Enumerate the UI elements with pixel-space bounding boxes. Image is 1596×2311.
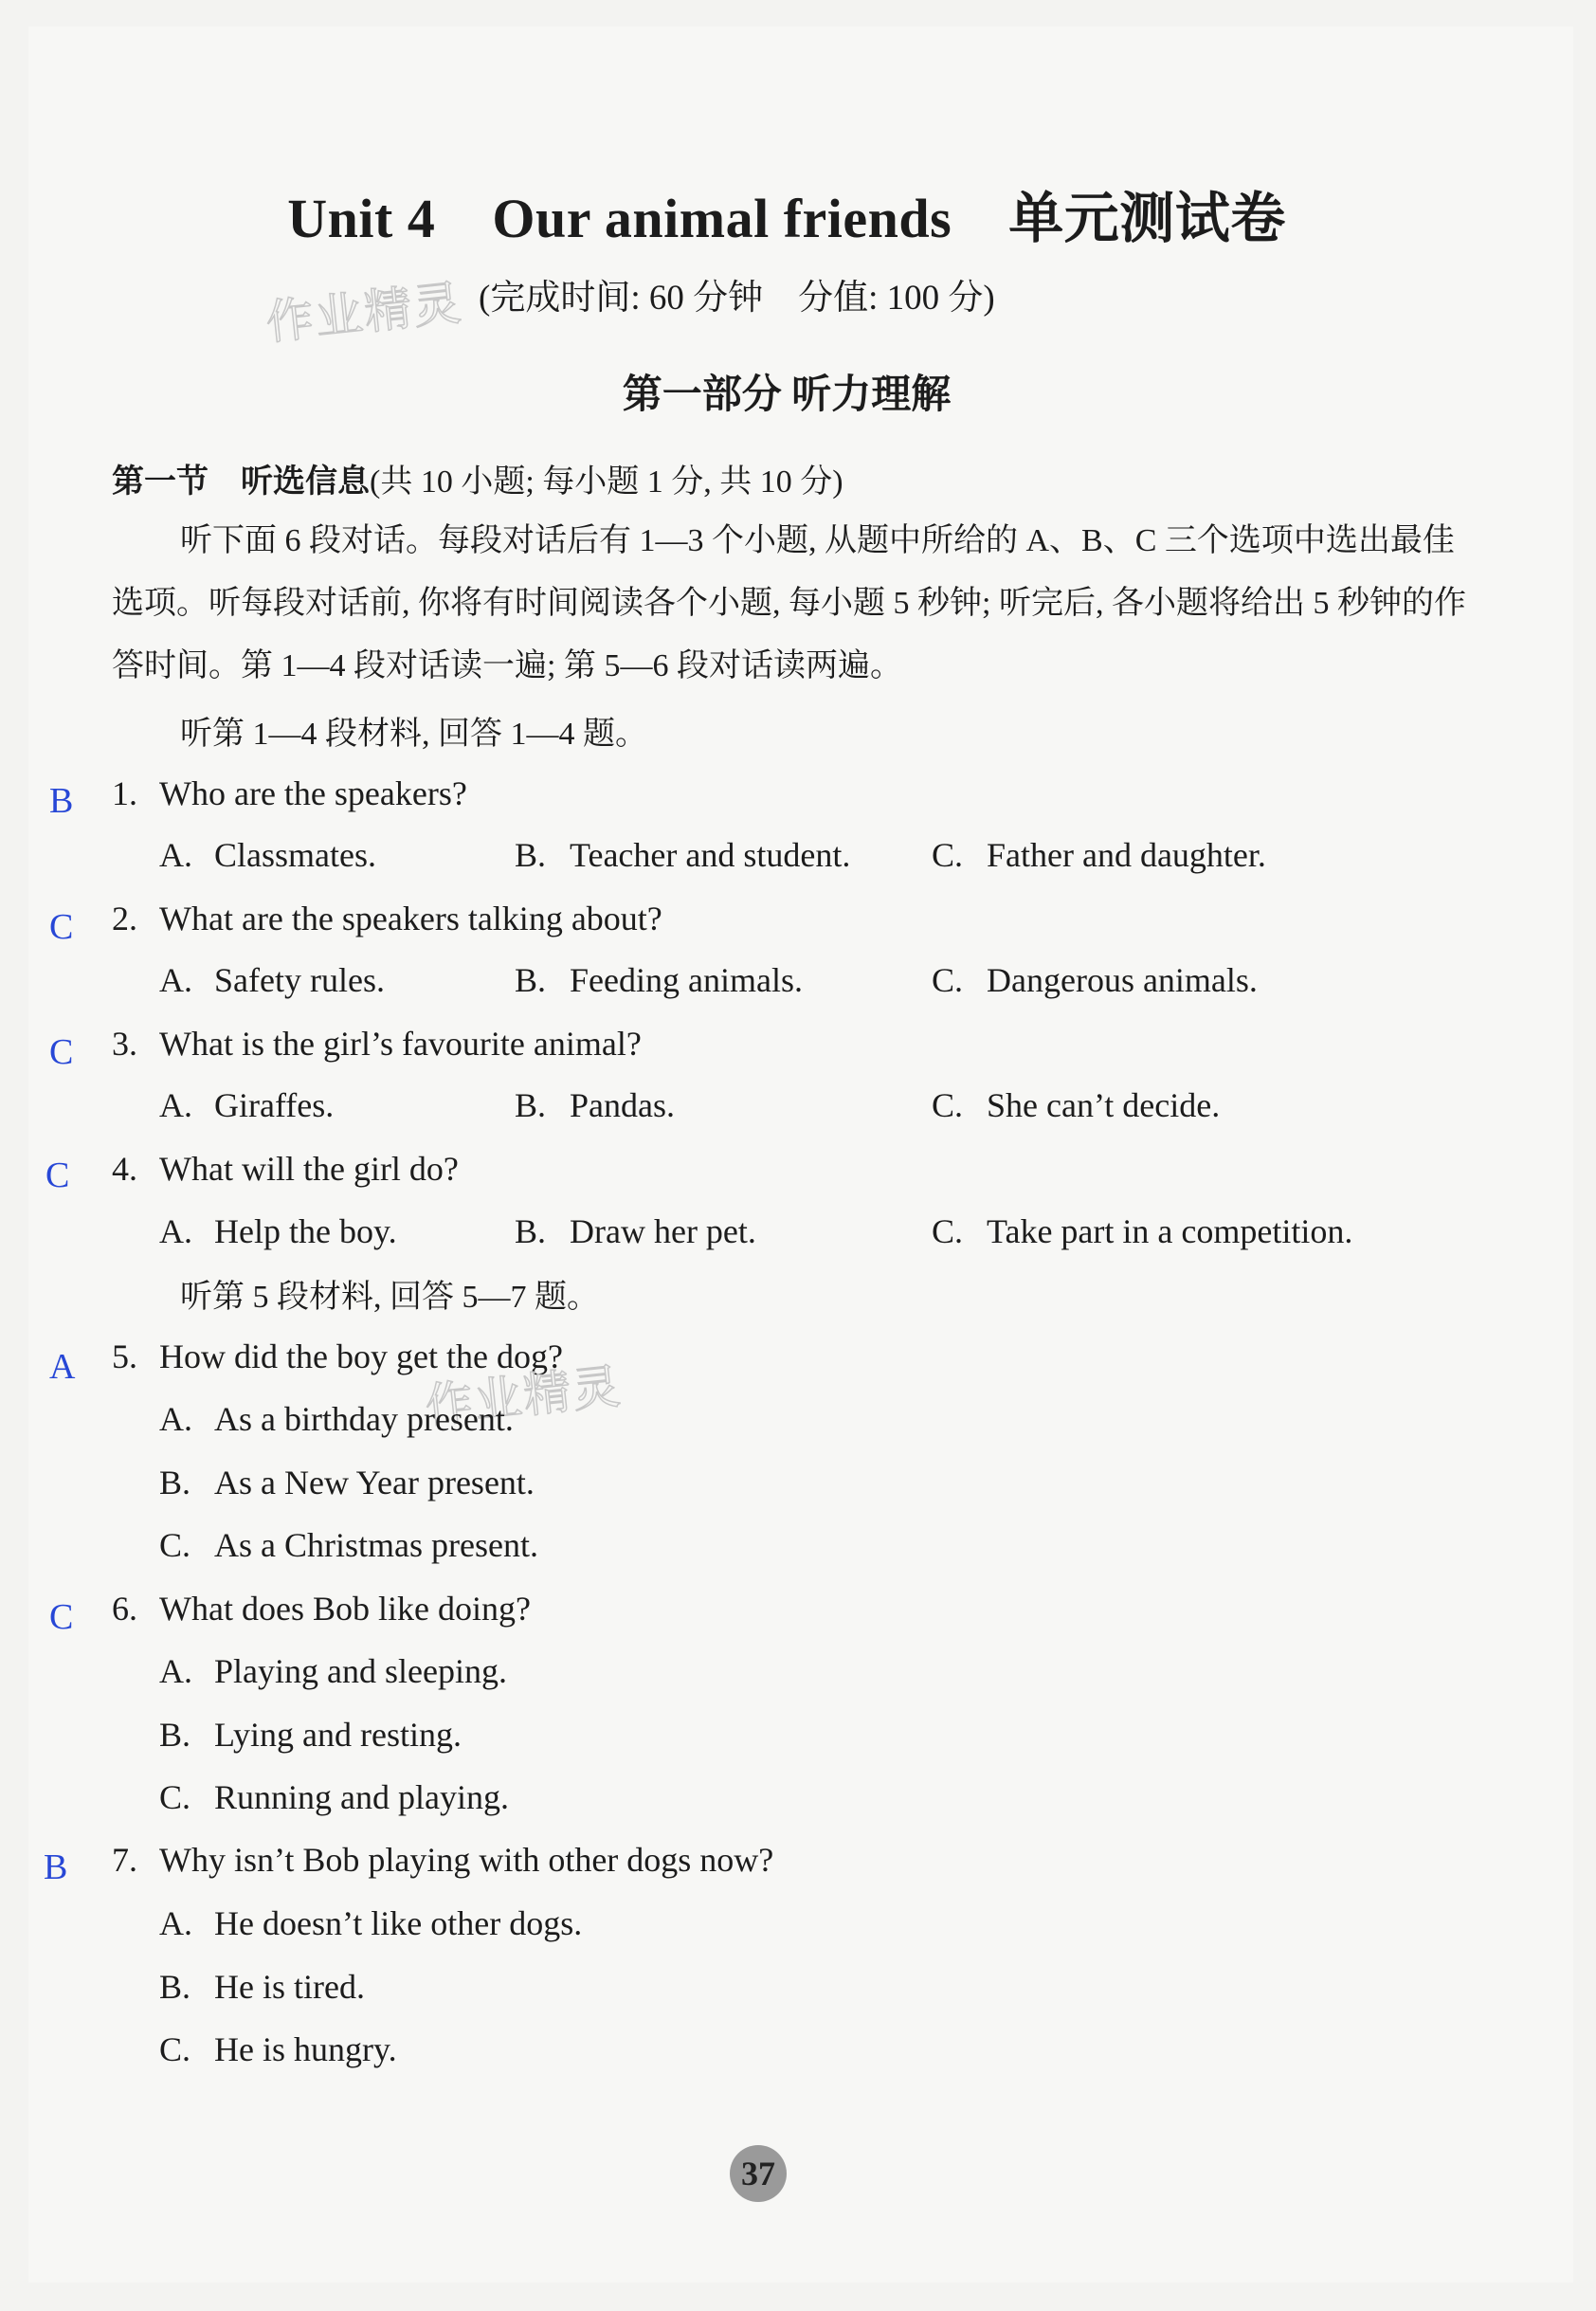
unit-title: Our animal friends (492, 188, 952, 249)
group-prompt-1: 听第 1—4 段材料, 回答 1—4 题。 (180, 717, 647, 752)
option-letter: C. (932, 1212, 964, 1250)
option-b (159, 1715, 462, 1755)
option-letter: A. (159, 1086, 192, 1124)
answer-mark: C (49, 1032, 74, 1072)
option-a (159, 1085, 334, 1125)
option-c (932, 1211, 1352, 1251)
question-text: How did the boy get the dog? (159, 1337, 563, 1375)
option-b (515, 1085, 675, 1125)
answer-mark: A (49, 1347, 76, 1387)
option-text: Pandas. (570, 1086, 675, 1124)
option-a (159, 1399, 514, 1439)
question-number: 1. (112, 774, 137, 812)
option-a (159, 1651, 507, 1691)
option-letter: C. (159, 2030, 191, 2068)
option-text: Lying and resting. (214, 1716, 462, 1754)
option-text: Dangerous animals. (987, 961, 1258, 999)
page-title (28, 173, 1545, 253)
answer-mark: B (44, 1847, 68, 1887)
option-text: As a Christmas present. (214, 1526, 538, 1564)
option-letter: C. (159, 1526, 191, 1564)
option-a (159, 1211, 397, 1251)
option-letter: B. (515, 1086, 547, 1124)
option-b (515, 960, 803, 1000)
option-letter: B. (159, 1968, 191, 2006)
option-letter: B. (159, 1464, 191, 1501)
option-c (932, 1085, 1220, 1125)
question-number: 3. (112, 1025, 137, 1063)
option-c (159, 1525, 538, 1565)
option-text: Father and daughter. (987, 836, 1266, 874)
time-score-info: (完成时间: 60 分钟 分值: 100 分) (479, 279, 995, 318)
option-letter: A. (159, 1400, 192, 1438)
answer-mark: C (45, 1156, 70, 1195)
option-text: Teacher and student. (570, 836, 851, 874)
question-number: 6. (112, 1590, 137, 1628)
option-letter: A. (159, 836, 192, 874)
answer-mark: C (49, 907, 74, 947)
question-text: What are the speakers talking about? (159, 900, 662, 937)
option-letter: C. (932, 961, 964, 999)
option-text: She can’t decide. (987, 1086, 1221, 1124)
option-b (515, 835, 850, 875)
option-c (932, 960, 1258, 1000)
question-number: 2. (112, 900, 137, 937)
option-c (159, 2029, 397, 2069)
option-text: Take part in a competition. (987, 1212, 1353, 1250)
unit-label: Unit 4 (287, 188, 436, 249)
option-letter: A. (159, 1652, 192, 1690)
option-b (159, 1463, 535, 1502)
option-letter: A. (159, 1212, 192, 1250)
question-text: What does Bob like doing? (159, 1590, 531, 1628)
question-number: 5. (112, 1337, 137, 1375)
option-text: Safety rules. (214, 961, 385, 999)
option-text: He is tired. (214, 1968, 365, 2006)
option-text: Draw her pet. (570, 1212, 756, 1250)
group-prompt-2: 听第 5 段材料, 回答 5—7 题。 (180, 1280, 599, 1315)
section-heading (112, 455, 843, 501)
option-letter: B. (159, 1716, 191, 1754)
instructions-paragraph: 听下面 6 段对话。每段对话后有 1—3 个小题, 从题中所给的 A、B、C 三个选项中选出最佳选项。听每段对话前, 你将有时间阅读各个小题, 每小题 5 秒钟; 听完后, 各小题将给出 5 秒钟的作答时间。第 1—4 段对话读一遍; 第 5—6 段对话读两遍。 (112, 523, 1466, 683)
question-text: What is the girl’s favourite animal? (159, 1025, 642, 1063)
question-number: 7. (112, 1841, 137, 1879)
option-letter: C. (932, 836, 964, 874)
watermark-logo: 作业精灵 (422, 1358, 625, 1434)
option-text: Playing and sleeping. (214, 1652, 507, 1690)
section-label: 第一节 听选信息 (112, 464, 370, 500)
option-text: Giraffes. (214, 1086, 335, 1124)
answer-mark: C (49, 1597, 74, 1637)
section-info: (共 10 小题; 每小题 1 分, 共 10 分) (370, 464, 843, 500)
watermark-logo: 作业精灵 (263, 275, 465, 351)
option-c (159, 1777, 509, 1817)
option-letter: A. (159, 961, 192, 999)
page-number: 37 (730, 2145, 787, 2202)
option-c (932, 835, 1266, 875)
option-a (159, 960, 385, 1000)
document-page (28, 27, 1573, 2283)
option-letter: C. (932, 1086, 964, 1124)
option-a (159, 835, 376, 875)
test-name: 单元测试卷 (1008, 188, 1286, 249)
question-number: 4. (112, 1150, 137, 1188)
part-heading: 第一部分 听力理解 (622, 373, 952, 417)
option-a (159, 1903, 582, 1943)
option-b (515, 1211, 756, 1251)
option-b (159, 1967, 365, 2007)
question-text: Why isn’t Bob playing with other dogs now? (159, 1841, 774, 1879)
option-letter: C. (159, 1778, 191, 1816)
option-letter: B. (515, 1212, 547, 1250)
option-text: Running and playing. (214, 1778, 509, 1816)
option-text: Classmates. (214, 836, 376, 874)
question-text: What will the girl do? (159, 1150, 459, 1188)
option-text: As a birthday present. (214, 1400, 514, 1438)
answer-mark: B (49, 781, 74, 821)
option-text: Help the boy. (214, 1212, 397, 1250)
option-letter: A. (159, 1904, 192, 1942)
option-letter: B. (515, 961, 547, 999)
option-text: He doesn’t like other dogs. (214, 1904, 583, 1942)
option-text: Feeding animals. (570, 961, 803, 999)
option-text: As a New Year present. (214, 1464, 535, 1501)
option-text: He is hungry. (214, 2030, 397, 2068)
option-letter: B. (515, 836, 547, 874)
question-text: Who are the speakers? (159, 774, 467, 812)
